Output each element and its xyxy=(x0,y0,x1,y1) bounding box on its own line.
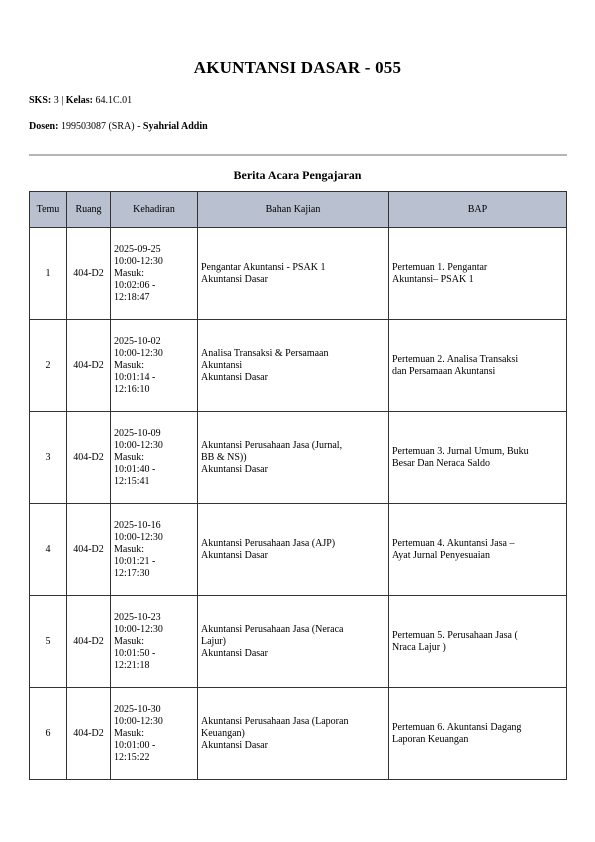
kehadiran-cell xyxy=(111,504,198,596)
bap-cell xyxy=(389,412,567,504)
temu-cell: 1 xyxy=(30,228,67,320)
masuk-out: 12:15:22 xyxy=(114,751,150,763)
dosen-label: Dosen: xyxy=(29,121,59,132)
masuk-label: Masuk: xyxy=(114,635,144,647)
attendance-time: 10:00-12:30 xyxy=(114,347,163,359)
sks-value: 3 xyxy=(53,95,59,106)
table-row xyxy=(30,688,567,780)
ruang-cell: 404-D2 xyxy=(67,320,111,412)
masuk-label: Masuk: xyxy=(114,727,144,739)
table-row xyxy=(30,320,567,412)
bap-line: Pertemuan 5. Perusahaan Jasa ( xyxy=(392,629,518,641)
header-kehadiran: Kehadiran xyxy=(111,192,198,228)
bap-cell xyxy=(389,504,567,596)
attendance-date: 2025-10-09 xyxy=(114,427,161,439)
ruang-cell: 404-D2 xyxy=(67,228,111,320)
bap-cell xyxy=(389,596,567,688)
bahan-line: Akuntansi Perusahaan Jasa (Neraca xyxy=(201,623,344,635)
table-row xyxy=(30,596,567,688)
temu-cell: 6 xyxy=(30,688,67,780)
masuk-out: 12:21:18 xyxy=(114,659,150,671)
bap-cell xyxy=(389,320,567,412)
masuk-out: 12:15:41 xyxy=(114,475,150,487)
masuk-in: 10:01:21 - xyxy=(114,555,156,567)
masuk-label: Masuk: xyxy=(114,451,144,463)
bahan-line: Lajur) xyxy=(201,635,226,647)
masuk-in: 10:01:40 - xyxy=(114,463,156,475)
ruang-cell: 404-D2 xyxy=(67,412,111,504)
bahan-line: Akuntansi Dasar xyxy=(201,463,268,475)
course-meta-line xyxy=(29,95,132,106)
bap-line: Pertemuan 6. Akuntansi Dagang xyxy=(392,721,522,733)
course-title: AKUNTANSI DASAR - 055 xyxy=(193,58,402,77)
bap-line: Akuntansi– PSAK 1 xyxy=(392,273,474,285)
lecturer-line xyxy=(29,121,208,132)
ruang-cell: 404-D2 xyxy=(67,596,111,688)
ruang-cell: 404-D2 xyxy=(67,504,111,596)
bahan-kajian-cell xyxy=(198,320,389,412)
masuk-out: 12:16:10 xyxy=(114,383,150,395)
bap-line: Ayat Jurnal Penyesuaian xyxy=(392,549,490,561)
attendance-date: 2025-10-02 xyxy=(114,335,161,347)
temu-cell: 3 xyxy=(30,412,67,504)
header-bap: BAP xyxy=(389,192,567,228)
kehadiran-cell xyxy=(111,596,198,688)
bap-line: Laporan Keuangan xyxy=(392,733,469,745)
section-title: Berita Acara Pengajaran xyxy=(233,168,362,182)
bap-line: Besar Dan Neraca Saldo xyxy=(392,457,491,469)
bahan-line: Akuntansi xyxy=(201,359,243,371)
header-ruang: Ruang xyxy=(67,192,111,228)
bap-line: Pertemuan 1. Pengantar xyxy=(392,261,488,273)
bahan-line: Pengantar Akuntansi - PSAK 1 xyxy=(201,261,326,273)
table-row xyxy=(30,504,567,596)
masuk-label: Masuk: xyxy=(114,543,144,555)
header-temu: Temu xyxy=(30,192,67,228)
masuk-in: 10:01:00 - xyxy=(114,739,156,751)
divider xyxy=(29,154,567,156)
bahan-line: Keuangan) xyxy=(201,727,245,739)
kelas-value: 64.1C.01 xyxy=(95,95,133,106)
bahan-line: BB & NS)) xyxy=(201,451,247,463)
bap-cell xyxy=(389,688,567,780)
bahan-line: Akuntansi Dasar xyxy=(201,371,268,383)
bahan-kajian-cell xyxy=(198,412,389,504)
masuk-in: 10:01:14 - xyxy=(114,371,156,383)
bahan-line: Akuntansi Dasar xyxy=(201,273,268,285)
table-row xyxy=(30,228,567,320)
attendance-date: 2025-09-25 xyxy=(114,243,161,255)
bahan-line: Akuntansi Perusahaan Jasa (Jurnal, xyxy=(201,439,343,451)
bap-line: Pertemuan 4. Akuntansi Jasa – xyxy=(392,537,515,549)
temu-cell: 4 xyxy=(30,504,67,596)
bap-line: Pertemuan 2. Analisa Transaksi xyxy=(392,353,519,365)
kehadiran-cell xyxy=(111,228,198,320)
bahan-kajian-cell xyxy=(198,596,389,688)
bahan-line: Akuntansi Perusahaan Jasa (AJP) xyxy=(201,537,336,549)
table-header-row xyxy=(30,192,567,228)
kehadiran-cell xyxy=(111,412,198,504)
ruang-cell: 404-D2 xyxy=(67,688,111,780)
attendance-date: 2025-10-30 xyxy=(114,703,161,715)
bap-cell xyxy=(389,228,567,320)
attendance-date: 2025-10-23 xyxy=(114,611,161,623)
bahan-line: Akuntansi Dasar xyxy=(201,739,268,751)
masuk-label: Masuk: xyxy=(114,267,144,279)
attendance-time: 10:00-12:30 xyxy=(114,439,163,451)
bap-line: Pertemuan 3. Jurnal Umum, Buku xyxy=(392,445,529,457)
teaching-record-table xyxy=(29,191,567,780)
kelas-label: Kelas: xyxy=(65,95,93,106)
bahan-line: Akuntansi Dasar xyxy=(201,549,268,561)
bahan-kajian-cell xyxy=(198,688,389,780)
attendance-date: 2025-10-16 xyxy=(114,519,161,531)
temu-cell: 2 xyxy=(30,320,67,412)
attendance-time: 10:00-12:30 xyxy=(114,623,163,635)
sks-label: SKS: xyxy=(29,95,52,106)
kehadiran-cell xyxy=(111,688,198,780)
bahan-kajian-cell xyxy=(198,504,389,596)
dosen-name: Syahrial Addin xyxy=(142,121,208,132)
bahan-line: Akuntansi Perusahaan Jasa (Laporan xyxy=(201,715,349,727)
bap-line: dan Persamaan Akuntansi xyxy=(392,365,496,377)
masuk-in: 10:02:06 - xyxy=(114,279,156,291)
attendance-time: 10:00-12:30 xyxy=(114,531,163,543)
bap-line: Nraca Lajur ) xyxy=(392,641,446,653)
masuk-label: Masuk: xyxy=(114,359,144,371)
attendance-time: 10:00-12:30 xyxy=(114,255,163,267)
dosen-id: 199503087 (SRA) - xyxy=(60,121,141,132)
bahan-line: Akuntansi Dasar xyxy=(201,647,268,659)
masuk-out: 12:17:30 xyxy=(114,567,150,579)
attendance-time: 10:00-12:30 xyxy=(114,715,163,727)
kehadiran-cell xyxy=(111,320,198,412)
temu-cell: 5 xyxy=(30,596,67,688)
bahan-kajian-cell xyxy=(198,228,389,320)
masuk-in: 10:01:50 - xyxy=(114,647,156,659)
meta-separator: | xyxy=(61,95,64,106)
header-bahan-kajian: Bahan Kajian xyxy=(198,192,389,228)
bahan-line: Analisa Transaksi & Persamaan xyxy=(201,347,329,359)
table-row xyxy=(30,412,567,504)
masuk-out: 12:18:47 xyxy=(114,291,150,303)
